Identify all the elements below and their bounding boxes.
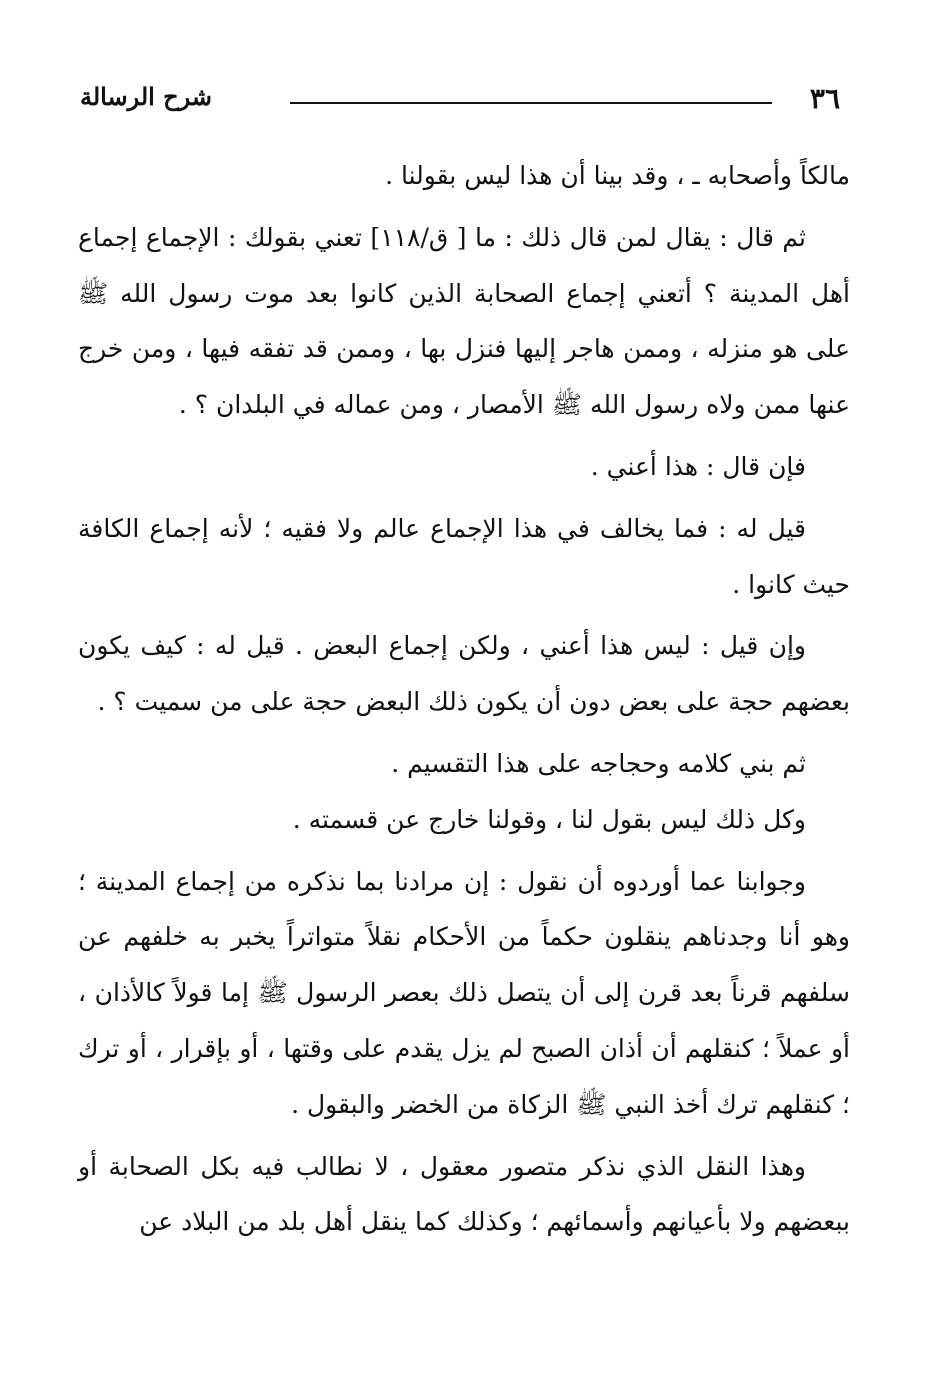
paragraph-6: ثم بني كلامه وحجاجه على هذا التقسيم . xyxy=(391,748,806,778)
paragraph-5: وإن قيل : ليس هذا أعني ، ولكن إجماع البعض . قيل له : كيف يكون بعضهم حجة على بعض دون أن يكون ذلك البعض حجة على من سميت ؟ . xyxy=(78,631,850,717)
paragraph-3: فإن قال : هذا أعني . xyxy=(590,451,806,481)
paragraph-2: ثم قال : يقال لمن قال ذلك : ما [ ق/١١٨] تعني بقولك : الإجماع إجماع أهل المدينة ؟ أتعني إجماع الصحابة الذين كانوا بعد موت رسول الله ﷺ على هو منزله ، وممن هاجر إليها فنزل بها ، وممن قد تفقه فيها ، ومن خرج عنها ممن ولاه رسول الله ﷺ الأمصار ، ومن عماله في البلدان ؟ . xyxy=(78,222,850,420)
body-text xyxy=(78,148,850,1250)
paragraph-8: وجوابنا عما أوردوه أن نقول : إن مرادنا بما نذكره من إجماع المدينة ؛ وهو أنا وجدناهم ينقلون حكماً من الأحكام نقلاً متواتراً يخبر به خلفهم عن سلفهم قرناً بعد قرن إلى أن يتصل ذلك بعصر الرسول ﷺ إما قولاً كالأذان ، أو عملاً ؛ كنقلهم أن أذان الصبح لم يزل يقدم على وقتها ، أو بإقرار ، أو ترك ؛ كنقلهم ترك أخذ النبي ﷺ الزكاة من الخضر والبقول . xyxy=(78,866,850,1119)
book-title: شرح الرسالة xyxy=(80,82,213,111)
header-rule xyxy=(290,102,772,104)
paragraph-9: وهذا النقل الذي نذكر متصور معقول ، لا نطالب فيه بكل الصحابة أو ببعضهم ولا بأعيانهم وأسمائهم ؛ وكذلك كما ينقل أهل بلد من البلاد عن xyxy=(78,1151,850,1237)
page-number: ٣٦ xyxy=(809,82,840,115)
paragraph-4: قيل له : فما يخالف في هذا الإجماع عالم ولا فقيه ؛ لأنه إجماع الكافة حيث كانوا . xyxy=(78,513,850,599)
running-header xyxy=(80,78,850,118)
paragraph-7: وكل ذلك ليس بقول لنا ، وقولنا خارج عن قسمته . xyxy=(292,804,806,834)
paragraph-1: مالكاً وأصحابه ـ ، وقد بينا أن هذا ليس بقولنا . xyxy=(385,161,850,190)
